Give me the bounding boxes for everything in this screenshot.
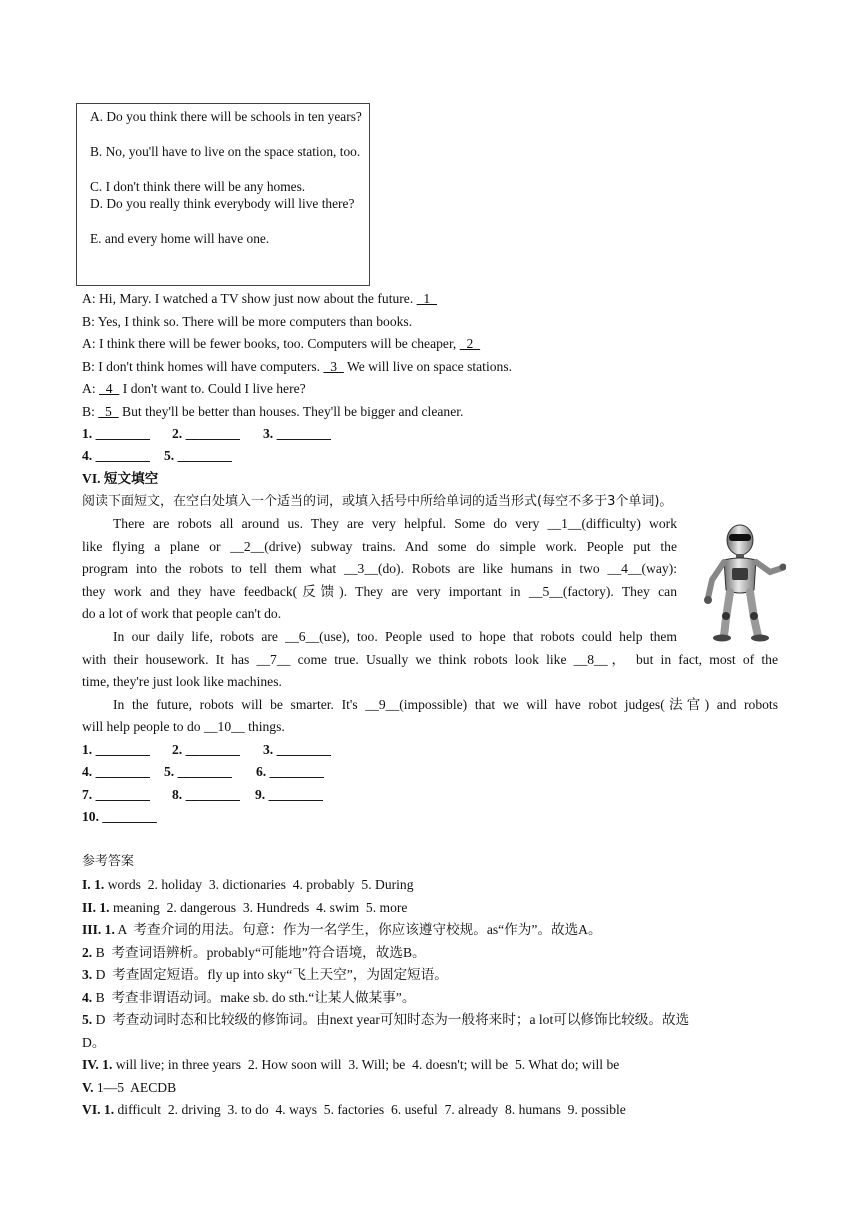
- dialog-text: But they'll be better than houses. They'll be bigger and cleaner.: [118, 404, 464, 419]
- option-e: E. and every home will have one.: [90, 231, 270, 246]
- dialog-text: I don't want to. Could I live here?: [119, 381, 306, 396]
- dialog-blank: 4: [99, 381, 120, 396]
- answer-line-3: 3. ________: [263, 426, 331, 441]
- answer-text: D 考查固定短语。fly up into sky“飞上天空”，为固定短语。: [92, 967, 448, 982]
- answer-line: [82, 1056, 619, 1074]
- answer-text: difficult 2. driving 3. to do 4. ways 5. factories 6. useful 7. already 8. humans 9. possible: [114, 1102, 626, 1117]
- dialog-blank: 5: [98, 404, 119, 419]
- dialog-line: [82, 290, 437, 308]
- dialog-text: A: I think there will be fewer books, too. Computers will be cheaper,: [82, 336, 460, 351]
- options-box: [76, 103, 370, 286]
- dialog-text: A: Hi, Mary. I watched a TV show just now about the future.: [82, 291, 417, 306]
- answer-line: [82, 876, 414, 894]
- option-d: D. Do you really think everybody will live there?: [90, 196, 355, 211]
- answer-text: D。: [82, 1035, 106, 1050]
- dialog-text: B: I don't think homes will have computers.: [82, 359, 324, 374]
- answer-line: [82, 989, 415, 1007]
- answer-number: 2.: [82, 945, 93, 960]
- answer-line: [82, 921, 602, 939]
- answer-number: V.: [82, 1080, 97, 1095]
- passage-line-5: do a lot of work that people can't do.: [82, 606, 282, 621]
- answer-number: 3.: [82, 967, 93, 982]
- passage-line-9: In the future, robots will be smarter. It's __9__(impossible) that we will have robot judges(法官) and robots: [113, 697, 778, 712]
- vi-answer-line-4: 4. ________: [82, 764, 150, 779]
- dialog-blank: 3: [323, 359, 344, 374]
- passage-line-8: time, they're just look like machines.: [82, 674, 282, 689]
- dialog-text: B:: [82, 404, 99, 419]
- answer-line: [82, 1079, 176, 1097]
- option-c: C. I don't think there will be any homes.: [90, 179, 306, 194]
- vi-answer-line-2: 2. ________: [172, 742, 240, 757]
- answer-line: [82, 944, 426, 962]
- answer-line-5: 5. ________: [164, 448, 232, 463]
- answer-number: III. 1.: [82, 922, 115, 937]
- answer-line: [82, 1034, 105, 1052]
- answer-number: IV. 1.: [82, 1057, 113, 1072]
- dialog-text: We will live on space stations.: [343, 359, 513, 374]
- answer-number: II. 1.: [82, 900, 110, 915]
- answer-number: I. 1.: [82, 877, 105, 892]
- answer-text: A 考查介词的用法。句意：作为一名学生，你应该遵守校规。as“作为”。故选A。: [114, 922, 602, 937]
- vi-answer-line-5: 5. ________: [164, 764, 232, 779]
- passage-line-2: like flying a plane or __2__(drive) subway trains. And some do simple work. People put the: [82, 539, 677, 554]
- answer-line-4: 4. ________: [82, 448, 150, 463]
- answer-text: B 考查词语辨析。probably“可能地”符合语境，故选B。: [92, 945, 426, 960]
- vi-answer-line-8: 8. ________: [172, 787, 240, 802]
- vi-answer-line-10: 10. ________: [82, 809, 157, 824]
- passage-line-6: In our daily life, robots are __6__(use), too. People used to hope that robots could help them: [113, 629, 677, 644]
- robot-illustration: [700, 520, 786, 642]
- answer-line: [82, 1011, 689, 1029]
- answer-text: D 考查动词时态和比较级的修饰词。由next year可知时态为一般将来时；a lot可以修饰比较级。故选: [92, 1012, 690, 1027]
- dialog-line: [82, 380, 306, 398]
- option-a: A. Do you think there will be schools in ten years?: [90, 109, 362, 124]
- vi-answer-line-7: 7. ________: [82, 787, 150, 802]
- vi-answer-line-1: 1. ________: [82, 742, 150, 757]
- answer-text: will live; in three years 2. How soon will 3. Will; be 4. doesn't; will be 5. What do; will be: [112, 1057, 620, 1072]
- answer-number: VI. 1.: [82, 1102, 115, 1117]
- dialog-text: A:: [82, 381, 99, 396]
- answer-line: [82, 899, 407, 917]
- answer-text: meaning 2. dangerous 3. Hundreds 4. swim 5. more: [109, 900, 408, 915]
- dialog-line: [82, 335, 480, 353]
- answer-text: B 考查非谓语动词。make sb. do sth.“让某人做某事”。: [92, 990, 416, 1005]
- section-vi-title: VI. 短文填空: [82, 471, 159, 486]
- answer-line: [82, 1101, 626, 1119]
- answer-line-2: 2. ________: [172, 426, 240, 441]
- vi-answer-line-6: 6. ________: [256, 764, 324, 779]
- dialog-blank: 2: [459, 336, 481, 351]
- dialog-blank: 1: [416, 291, 438, 306]
- answer-line: [82, 966, 448, 984]
- section-vi-instruction: 阅读下面短文，在空白处填入一个适当的词，或填入括号中所给单词的适当形式(每空不多于3个单词)。: [82, 494, 673, 509]
- passage-line-3: program into the robots to tell them what __3__(do). Robots are like humans in two __4__(way):: [82, 561, 677, 576]
- dialog-line: [82, 403, 463, 421]
- answer-number: 4.: [82, 990, 93, 1005]
- answer-text: 1—5 AECDB: [96, 1080, 177, 1095]
- vi-answer-line-3: 3. ________: [263, 742, 331, 757]
- dialog-line: [82, 358, 512, 376]
- passage-line-7: with their housework. It has __7__ come true. Usually we think robots look like __8__， but in fact, most of the: [82, 652, 778, 667]
- vi-answer-line-9: 9. ________: [255, 787, 323, 802]
- option-b: B. No, you'll have to live on the space station, too.: [90, 144, 361, 159]
- dialog-text: B: Yes, I think so. There will be more computers than books.: [82, 314, 413, 329]
- passage-line-4: they work and they have feedback(反馈). They are very important in __5__(factory). They can: [82, 584, 677, 599]
- dialog-line: [82, 313, 412, 331]
- answers-title: 参考答案: [82, 854, 135, 869]
- answer-number: 5.: [82, 1012, 93, 1027]
- passage-line-10: will help people to do __10__ things.: [82, 719, 285, 734]
- answer-line-1: 1. ________: [82, 426, 150, 441]
- answer-text: words 2. holiday 3. dictionaries 4. probably 5. During: [104, 877, 414, 892]
- passage-line-1: There are robots all around us. They are very helpful. Some do very __1__(difficulty) work: [113, 516, 677, 531]
